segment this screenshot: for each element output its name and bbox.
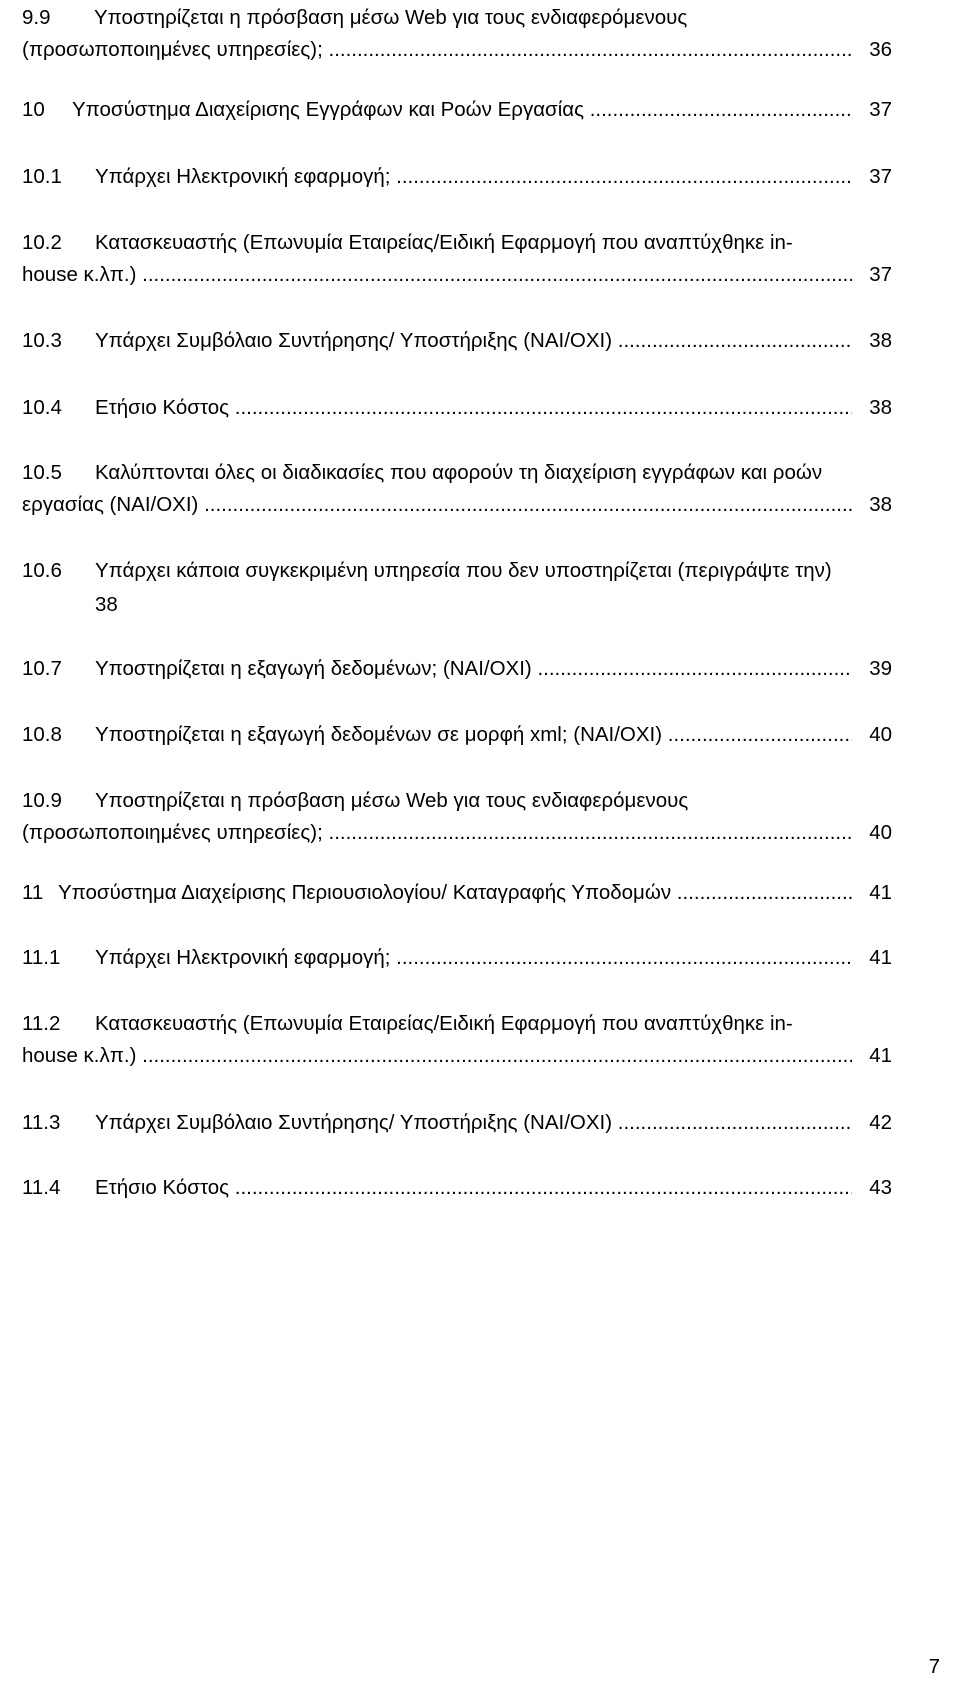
toc-entry-title: Υπάρχει Ηλεκτρονική εφαρμογή; <box>95 165 391 188</box>
toc-entry-title-continued: house κ.λπ.) <box>22 263 137 286</box>
toc-entry-title: Κατασκευαστής (Επωνυμία Εταιρείας/Ειδική Εφαρμογή που αναπτύχθηκε in- <box>95 1012 793 1035</box>
toc-page-number: 38 <box>852 325 892 357</box>
toc-entry-title: Υπάρχει κάποια συγκεκριμένη υπηρεσία που δεν υποστηρίζεται (περιγράψτε την) <box>95 559 832 582</box>
toc-page-number: 36 <box>852 34 892 66</box>
toc-entry-number: 10 <box>22 98 45 121</box>
toc-entry-11-2-line2[interactable] <box>22 1040 892 1072</box>
toc-entry-11-3[interactable] <box>22 1107 892 1139</box>
toc-page-number: 37 <box>852 94 892 126</box>
toc-entry-title: Υποστηρίζεται η πρόσβαση μέσω Web για τους ενδιαφερόμενους <box>94 6 688 29</box>
toc-entry-number: 10.2 <box>22 231 62 254</box>
toc-entry-title: Υπάρχει Ηλεκτρονική εφαρμογή; <box>95 946 391 969</box>
toc-entry-title: Υποστηρίζεται η εξαγωγή δεδομένων σε μορφή xml; (ΝΑΙ/ΟΧΙ) <box>95 723 663 746</box>
toc-entry-number: 11 <box>22 881 44 904</box>
toc-entry-number: 10.4 <box>22 396 62 419</box>
toc-page-number: 42 <box>852 1107 892 1139</box>
toc-entry-title: Ετήσιο Κόστος <box>95 1176 230 1199</box>
toc-entry-number: 11.1 <box>22 946 61 969</box>
toc-page-number: 39 <box>852 653 892 685</box>
toc-entry-number: 10.9 <box>22 789 62 812</box>
toc-page-number: 41 <box>852 877 892 909</box>
toc-entry-title: Υποσύστημα Διαχείρισης Περιουσιολογίου/ Καταγραφής Υποδομών <box>58 881 672 904</box>
toc-entry-10-6-line1[interactable] <box>22 555 892 587</box>
toc-entry-11-2-line1[interactable] <box>22 1008 892 1040</box>
toc-entry-title: Υπάρχει Συμβόλαιο Συντήρησης/ Υποστήριξης (ΝΑΙ/ΟΧΙ) <box>95 1111 613 1134</box>
toc-entry-title: Υπάρχει Συμβόλαιο Συντήρησης/ Υποστήριξης (ΝΑΙ/ΟΧΙ) <box>95 329 613 352</box>
toc-entry-number: 9.9 <box>22 6 51 29</box>
toc-entry-title-continued: house κ.λπ.) <box>22 1044 137 1067</box>
toc-page-number: 43 <box>852 1172 892 1204</box>
toc-entry-10-3[interactable] <box>22 325 892 357</box>
toc-entry-number: 11.2 <box>22 1012 61 1035</box>
toc-entry-title: Υποστηρίζεται η εξαγωγή δεδομένων; (ΝΑΙ/ΟΧΙ) <box>95 657 532 680</box>
toc-entry-number: 10.7 <box>22 657 62 680</box>
toc-entry-number: 10.1 <box>22 165 62 188</box>
toc-page-number: 38 <box>852 392 892 424</box>
toc-entry-11-1[interactable] <box>22 942 892 974</box>
toc-entry-10-9-line2[interactable] <box>22 817 892 849</box>
toc-entry-title-continued: (προσωποποιημένες υπηρεσίες); <box>22 821 323 844</box>
toc-entry-10-8[interactable] <box>22 719 892 751</box>
toc-entry-10[interactable] <box>22 94 892 126</box>
toc-entry-9-9-line1[interactable] <box>22 2 892 34</box>
toc-entry-10-2-line2[interactable] <box>22 259 892 291</box>
toc-entry-title: Υποστηρίζεται η πρόσβαση μέσω Web για τους ενδιαφερόμενους <box>95 789 689 812</box>
toc-page-number: 38 <box>852 489 892 521</box>
toc-entry-title-continued: (προσωποποιημένες υπηρεσίες); <box>22 38 323 61</box>
page-footer-number: 7 <box>928 1655 940 1678</box>
toc-entry-number: 10.5 <box>22 461 62 484</box>
toc-entry-title: Καλύπτονται όλες οι διαδικασίες που αφορούν τη διαχείριση εγγράφων και ροών <box>95 461 823 484</box>
toc-entry-11[interactable] <box>22 877 892 909</box>
toc-page-number: 38 <box>95 593 118 616</box>
toc-page-number: 37 <box>852 259 892 291</box>
toc-entry-10-1[interactable] <box>22 161 892 193</box>
toc-entry-10-7[interactable] <box>22 653 892 685</box>
toc-page-number: 41 <box>852 1040 892 1072</box>
toc-entry-number: 11.3 <box>22 1111 61 1134</box>
toc-entry-title-continued: εργασίας (ΝΑΙ/ΟΧΙ) <box>22 493 199 516</box>
toc-page-number: 40 <box>852 817 892 849</box>
toc-entry-number: 10.8 <box>22 723 62 746</box>
toc-entry-10-5-line1[interactable] <box>22 457 892 489</box>
toc-entry-number: 11.4 <box>22 1176 61 1199</box>
toc-page-number: 41 <box>852 942 892 974</box>
toc-entry-number: 10.6 <box>22 559 62 582</box>
toc-page-number: 40 <box>852 719 892 751</box>
toc-entry-11-4[interactable] <box>22 1172 892 1204</box>
toc-entry-number: 10.3 <box>22 329 62 352</box>
toc-entry-title: Ετήσιο Κόστος <box>95 396 230 419</box>
toc-page-number: 37 <box>852 161 892 193</box>
toc-entry-10-4[interactable] <box>22 392 892 424</box>
toc-entry-9-9-line2[interactable] <box>22 34 892 66</box>
toc-entry-title: Υποσύστημα Διαχείρισης Εγγράφων και Ροών Εργασίας <box>72 98 584 121</box>
toc-entry-10-6-line2[interactable] <box>95 589 960 621</box>
toc-entry-title: Κατασκευαστής (Επωνυμία Εταιρείας/Ειδική Εφαρμογή που αναπτύχθηκε in- <box>95 231 793 254</box>
toc-entry-10-9-line1[interactable] <box>22 785 892 817</box>
toc-entry-10-5-line2[interactable] <box>22 489 892 521</box>
toc-entry-10-2-line1[interactable] <box>22 227 892 259</box>
